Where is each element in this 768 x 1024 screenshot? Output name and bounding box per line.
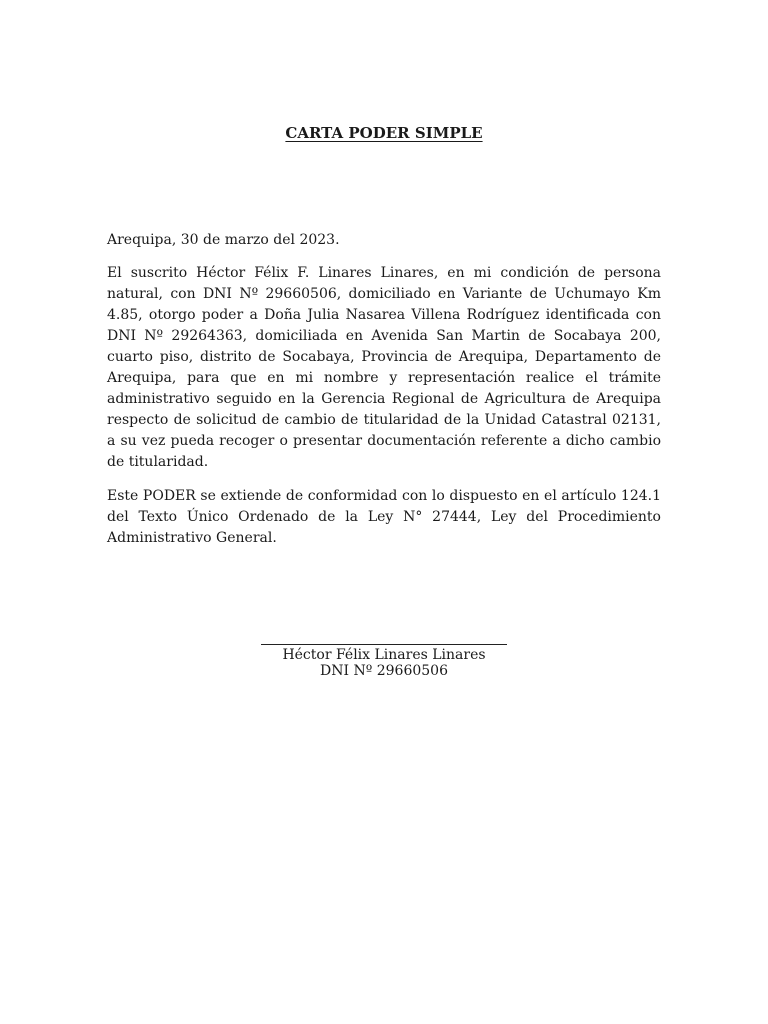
power-grant-paragraph: El suscrito Héctor Félix F. Linares Linares, en mi condición de persona natural, con DNI Nº 29660506, domiciliado en Variante de Uchumayo Km 4.85, otorgo poder a Doña Julia Nasarea Villena Rodríguez identificada con DNI Nº 29264363, domiciliada en Avenida San Martin de Socabaya 200, cuarto piso, distrito de Socabaya, Provincia de Arequipa, Departamento de Arequipa, para que en mi nombre y representación realice el trámite administrativo seguido en la Gerencia Regional de Agricultura de Arequipa respecto de solicitud de cambio de titularidad de la Unidad Catastral 02131, a su vez pueda recoger o presentar documentación referente a dicho cambio de titularidad. — [107, 265, 661, 470]
signature-block — [0, 630, 768, 679]
signature-line — [261, 644, 507, 645]
document-title: CARTA PODER SIMPLE — [285, 124, 483, 142]
date-line: Arequipa, 30 de marzo del 2023. — [107, 232, 340, 248]
signer-dni: DNI Nº 29660506 — [320, 663, 448, 679]
legal-basis-paragraph: Este PODER se extiende de conformidad con lo dispuesto en el artículo 124.1 del Texto Único Ordenado de la Ley N° 27444, Ley del Procedimiento Administrativo General. — [107, 488, 661, 546]
signer-name: Héctor Félix Linares Linares — [282, 647, 486, 663]
